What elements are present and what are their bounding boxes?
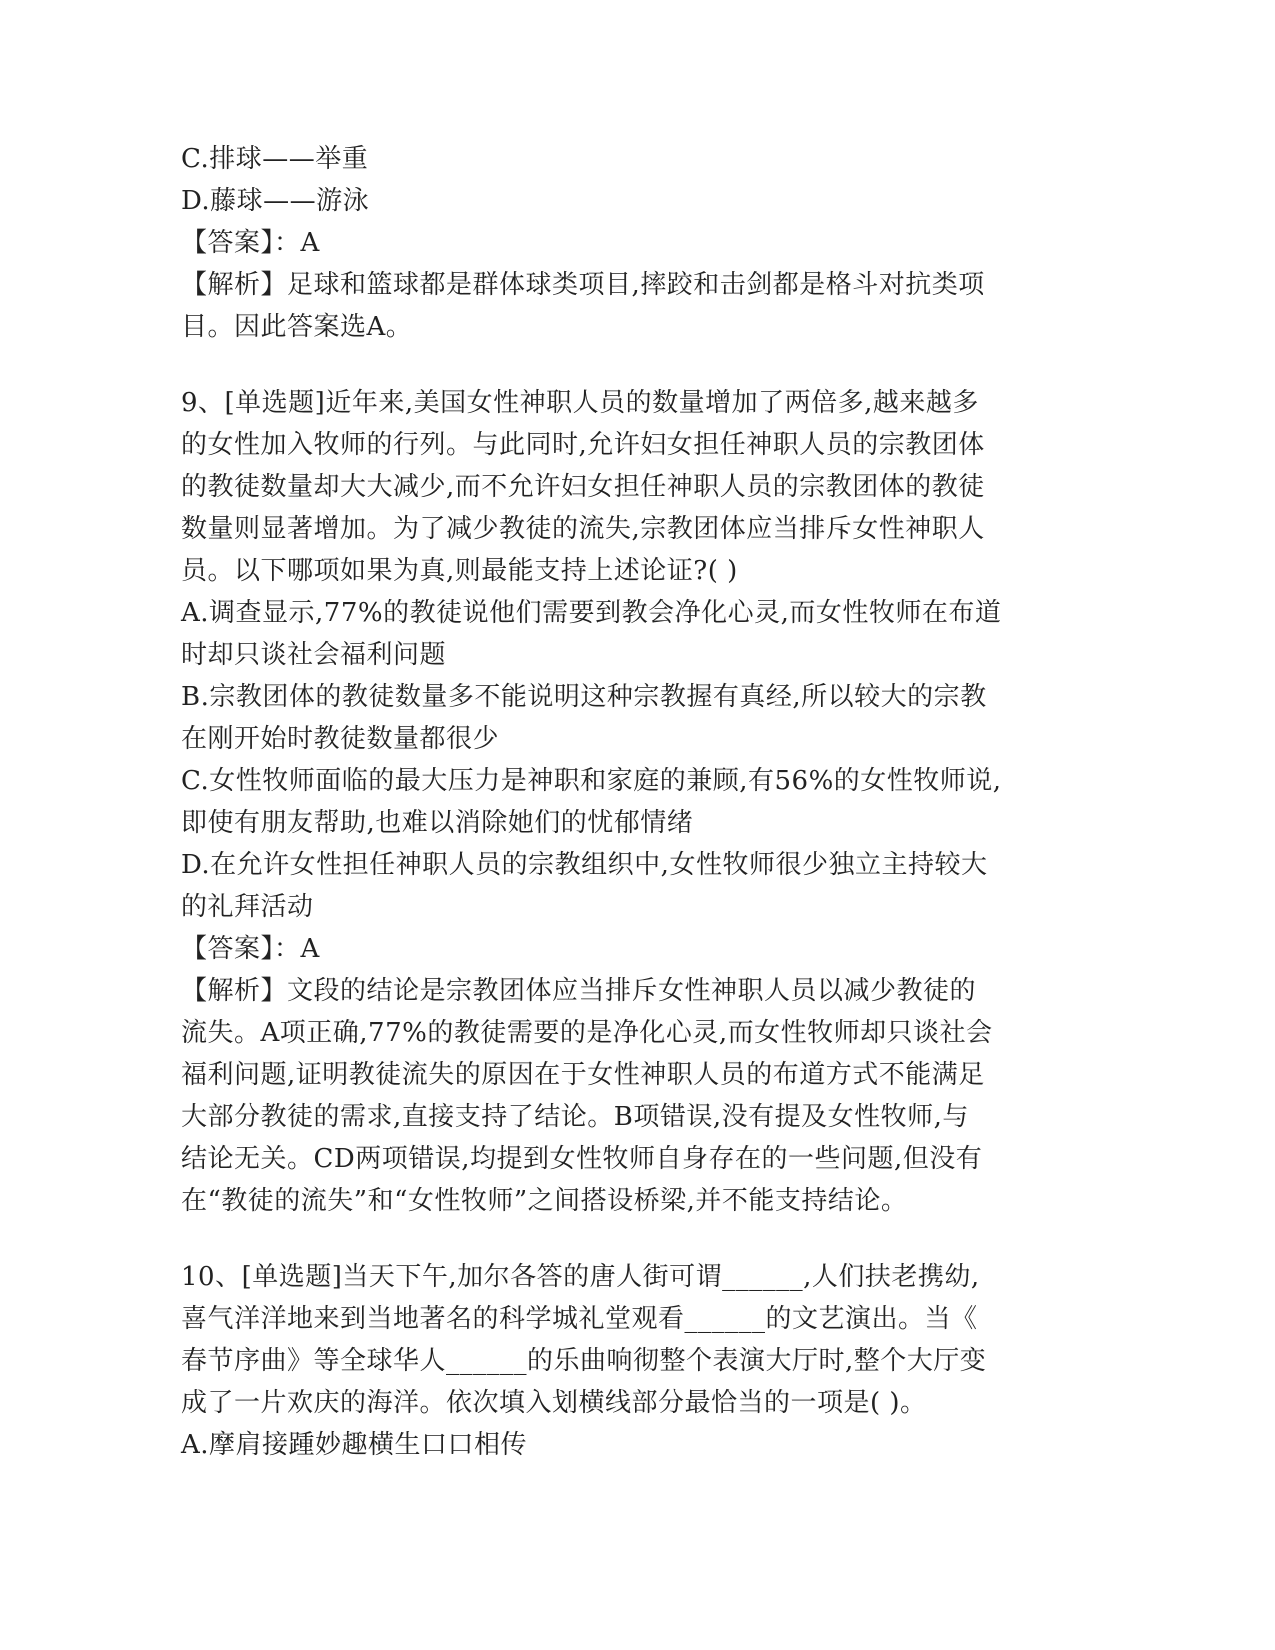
analysis-line: 【解析】文段的结论是宗教团体应当排斥女性神职人员以减少教徒的 bbox=[181, 976, 977, 1006]
option-d: D.在允许女性担任神职人员的宗教组织中,女性牧师很少独立主持较大 bbox=[181, 850, 988, 880]
option-b: 在刚开始时教徒数量都很少 bbox=[181, 724, 500, 754]
question-stem-line: 的教徒数量却大大减少,而不允许妇女担任神职人员的宗教团体的教徒 bbox=[181, 472, 985, 502]
previous-question-tail bbox=[181, 138, 1041, 348]
option-c: C.女性牧师面临的最大压力是神职和家庭的兼顾,有56%的女性牧师说, bbox=[181, 766, 1002, 796]
answer: 【答案】：A bbox=[181, 934, 320, 964]
analysis-line: 结论无关。CD两项错误,均提到女性牧师自身存在的一些问题,但没有 bbox=[181, 1144, 983, 1174]
option-c: C.排球——举重 bbox=[181, 144, 369, 174]
question-10 bbox=[181, 1256, 1041, 1466]
option-d: D.藤球——游泳 bbox=[181, 186, 370, 216]
question-stem-line: 成了一片欢庆的海洋。依次填入划横线部分最恰当的一项是( )。 bbox=[181, 1388, 927, 1418]
analysis-line: 【解析】足球和篮球都是群体球类项目,摔跤和击剑都是格斗对抗类项 bbox=[181, 270, 985, 300]
analysis-line: 目。因此答案选A。 bbox=[181, 312, 413, 342]
question-stem-line: 喜气洋洋地来到当地著名的科学城礼堂观看______的文艺演出。当《 bbox=[181, 1304, 978, 1334]
question-9 bbox=[181, 382, 1041, 1222]
document-page bbox=[181, 138, 1041, 1466]
question-stem-line: 的女性加入牧师的行列。与此同时,允许妇女担任神职人员的宗教团体 bbox=[181, 430, 985, 460]
answer: 【答案】：A bbox=[181, 228, 320, 258]
option-c: 即使有朋友帮助,也难以消除她们的忧郁情绪 bbox=[181, 808, 694, 838]
analysis-line: 大部分教徒的需求,直接支持了结论。B项错误,没有提及女性牧师,与 bbox=[181, 1102, 969, 1132]
question-stem-line: 春节序曲》等全球华人______的乐曲响彻整个表演大厅时,整个大厅变 bbox=[181, 1346, 987, 1376]
question-stem-line: 10、[单选题]当天下午,加尔各答的唐人街可谓______,人们扶老携幼, bbox=[181, 1262, 980, 1292]
option-b: B.宗教团体的教徒数量多不能说明这种宗教握有真经,所以较大的宗教 bbox=[181, 682, 987, 712]
option-a: A.调查显示,77%的教徒说他们需要到教会净化心灵,而女性牧师在布道 bbox=[181, 598, 1002, 628]
question-stem-line: 员。以下哪项如果为真,则最能支持上述论证?( ) bbox=[181, 556, 738, 586]
option-a: 时却只谈社会福利问题 bbox=[181, 640, 447, 670]
option-a: A.摩肩接踵妙趣横生口口相传 bbox=[181, 1430, 528, 1460]
option-d: 的礼拜活动 bbox=[181, 892, 314, 922]
analysis-line: 福利问题,证明教徒流失的原因在于女性神职人员的布道方式不能满足 bbox=[181, 1060, 985, 1090]
analysis-line: 流失。A项正确,77%的教徒需要的是净化心灵,而女性牧师却只谈社会 bbox=[181, 1018, 993, 1048]
analysis-line: 在“教徒的流失”和“女性牧师”之间搭设桥梁,并不能支持结论。 bbox=[181, 1186, 908, 1216]
question-stem-line: 9、[单选题]近年来,美国女性神职人员的数量增加了两倍多,越来越多 bbox=[181, 388, 979, 418]
question-stem-line: 数量则显著增加。为了减少教徒的流失,宗教团体应当排斥女性神职人 bbox=[181, 514, 985, 544]
